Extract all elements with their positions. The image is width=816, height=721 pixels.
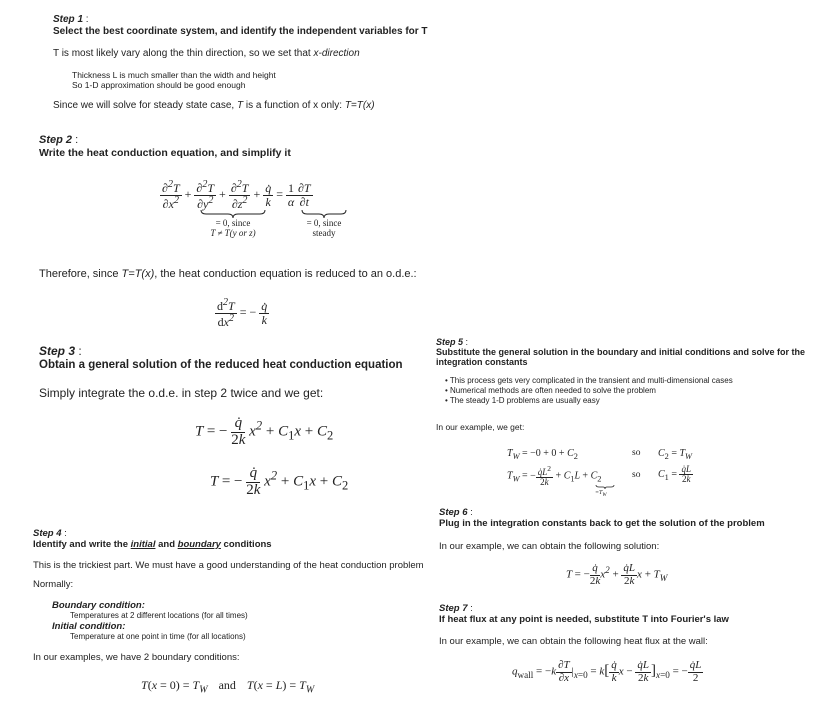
and-word: and bbox=[218, 678, 236, 692]
list-item: • This process gets very complicated in the transient and multi-dimensional cases bbox=[445, 376, 733, 386]
step4-heading bbox=[33, 528, 67, 539]
reduced-ode-equation: $\frac{d^2T}{dx^2}$ = − $\frac{q̇}{k}$ bbox=[217, 297, 268, 329]
underbrace-time-note-a: = 0, since bbox=[306, 218, 342, 228]
list-item: • The steady 1-D problems are usually easy bbox=[445, 396, 733, 406]
step6-label: Step 6 bbox=[439, 507, 468, 518]
constants-eq1: $T_W = -0 + 0 + C_2$ bbox=[507, 448, 578, 461]
step3-title: Obtain a general solution of the reduced heat conduction equation bbox=[39, 359, 403, 371]
final-solution-equation: T = − $\frac{q̇}{2k}$ $x^2$ + $\frac{q̇L}{2k}$ $x + T_W$ bbox=[566, 562, 668, 587]
step1-title: Select the best coordinate system, and identify the independent variables for T bbox=[53, 26, 428, 37]
step2-colon: : bbox=[72, 134, 79, 146]
step7-label: Step 7 bbox=[439, 603, 468, 614]
step7-colon: : bbox=[467, 603, 473, 614]
step7-line: In our example, we can obtain the following heat flux at the wall: bbox=[439, 636, 708, 647]
general-solution-1: T = − $\frac{q̇}{2k}$ $x^2 + C_1x + C_2$ bbox=[195, 415, 334, 448]
general-solution-2: T = − $\frac{q̇}{2k}$ $x^2 + C_1x + C_2$ bbox=[210, 465, 349, 498]
therefore-post: , the heat conduction equation is reduced to an o.d.e.: bbox=[154, 268, 417, 280]
therefore-emph: T=T(x) bbox=[121, 268, 155, 280]
step1-line1-text: T is most likely vary along the thin direction, so we set that bbox=[53, 48, 314, 59]
step4-label: Step 4 bbox=[33, 528, 62, 539]
heat-conduction-equation: $\frac{\partial^2T}{\partial x^2}$ + $\frac{\partial^2T}{\partial y^2}$ + $\frac{\partial^2T}{\partial z^2}$ + $\frac{q̇}{k}$ = $\frac{1}{\alpha}$ $\frac{\partial T}{\partial t}$ bbox=[162, 179, 311, 211]
step1-note1: Thickness L is much smaller than the width and height bbox=[72, 70, 276, 80]
step2-therefore bbox=[39, 268, 417, 280]
heat-flux-equation: $q_{wall} = -k$ $\frac{\partial T}{\partial x}$ $|_{x=0} = k$[ $\frac{q̇}{k}$ x − $\frac{q̇L}{2k}$ ]$_{x=0}$ = − $\frac{q̇L}{2}$ bbox=[512, 659, 702, 684]
boundary-conditions-equation: $T(x = 0) = T_W$ and $T(x = L) = T_W$ bbox=[141, 678, 315, 696]
step1-line1-emph: x-direction bbox=[313, 48, 360, 59]
step1-line2-emph1: T bbox=[236, 100, 244, 111]
step7-title: If heat flux at any point is needed, substitute T into Fourier's law bbox=[439, 614, 729, 625]
step4-title-initial: initial bbox=[130, 539, 156, 550]
step4-title-boundary: boundary bbox=[177, 539, 221, 550]
c1-result: $C_1$ = $\frac{q̇L}{2k}$ bbox=[658, 464, 691, 485]
step5-heading bbox=[436, 337, 468, 347]
c2-result: $C_2 = T_W$ bbox=[658, 448, 692, 461]
initial-condition-text: Temperature at one point in time (for all locations) bbox=[70, 632, 246, 641]
so-word-2: so bbox=[632, 470, 641, 480]
step6-title: Plug in the integration constants back to get the solution of the problem bbox=[439, 518, 765, 529]
therefore-text: Therefore, since bbox=[39, 268, 122, 280]
step4-title-pre: Identify and write the bbox=[33, 539, 131, 550]
step5-colon: : bbox=[463, 337, 469, 347]
step5-label: Step 5 bbox=[436, 337, 464, 347]
step1-line2-text: Since we will solve for steady state case, bbox=[53, 100, 237, 111]
step4-line3: In our examples, we have 2 boundary conditions: bbox=[33, 652, 240, 663]
step3-line: Simply integrate the o.d.e. in step 2 twice and we get: bbox=[39, 386, 324, 400]
underbrace-yz-note-b: T ≠ T(y or z) bbox=[210, 228, 256, 238]
underbrace-c2-note: $=T_W$ bbox=[595, 490, 607, 499]
step2-label: Step 2 bbox=[39, 134, 73, 146]
step4-line1: This is the trickiest part. We must have a good understanding of the heat conduction problem bbox=[33, 560, 424, 571]
boundary-condition-text: Temperatures at 2 different locations (for all times) bbox=[70, 611, 248, 620]
step3-heading bbox=[39, 344, 82, 358]
boundary-condition-label: Boundary condition: bbox=[52, 600, 145, 611]
step5-title: Substitute the general solution in the boundary and initial conditions and solve for the integration constants bbox=[436, 347, 806, 367]
initial-condition-label: Initial condition: bbox=[52, 621, 126, 632]
step5-example: In our example, we get: bbox=[436, 422, 525, 432]
step4-title-post: conditions bbox=[220, 539, 272, 550]
list-item: • Numerical methods are often needed to solve the problem bbox=[445, 386, 733, 396]
step7-heading bbox=[439, 603, 473, 614]
step1-line1 bbox=[53, 48, 360, 59]
constants-eq2: $T_W$ = − $\frac{q̇L^2}{2k}$ + $C_1L + C_2$ bbox=[507, 464, 602, 488]
step3-colon: : bbox=[75, 344, 82, 358]
step1-line2-emph2: T=T(x) bbox=[344, 100, 375, 111]
step1-heading bbox=[53, 14, 89, 25]
underbrace-yz-note-a: = 0, since bbox=[215, 218, 251, 228]
step6-line: In our example, we can obtain the following solution: bbox=[439, 541, 660, 552]
step1-line2-mid: is a function of x only: bbox=[243, 100, 345, 111]
step5-bullets bbox=[435, 376, 733, 406]
step3-label: Step 3 bbox=[39, 344, 76, 358]
step1-note2: So 1-D approximation should be good enough bbox=[72, 80, 246, 90]
so-word-1: so bbox=[632, 448, 641, 458]
step1-colon: : bbox=[83, 14, 89, 25]
step2-title: Write the heat conduction equation, and simplify it bbox=[39, 147, 291, 159]
step4-title-mid: and bbox=[155, 539, 178, 550]
underbrace-time-note-b: steady bbox=[312, 228, 336, 238]
step2-heading bbox=[39, 134, 78, 146]
step1-line2 bbox=[53, 100, 375, 111]
step4-colon: : bbox=[61, 528, 67, 539]
step1-label: Step 1 bbox=[53, 14, 84, 25]
step4-title bbox=[33, 539, 272, 550]
step6-colon: : bbox=[467, 507, 473, 518]
step6-heading bbox=[439, 507, 473, 518]
step4-line2: Normally: bbox=[33, 579, 74, 590]
